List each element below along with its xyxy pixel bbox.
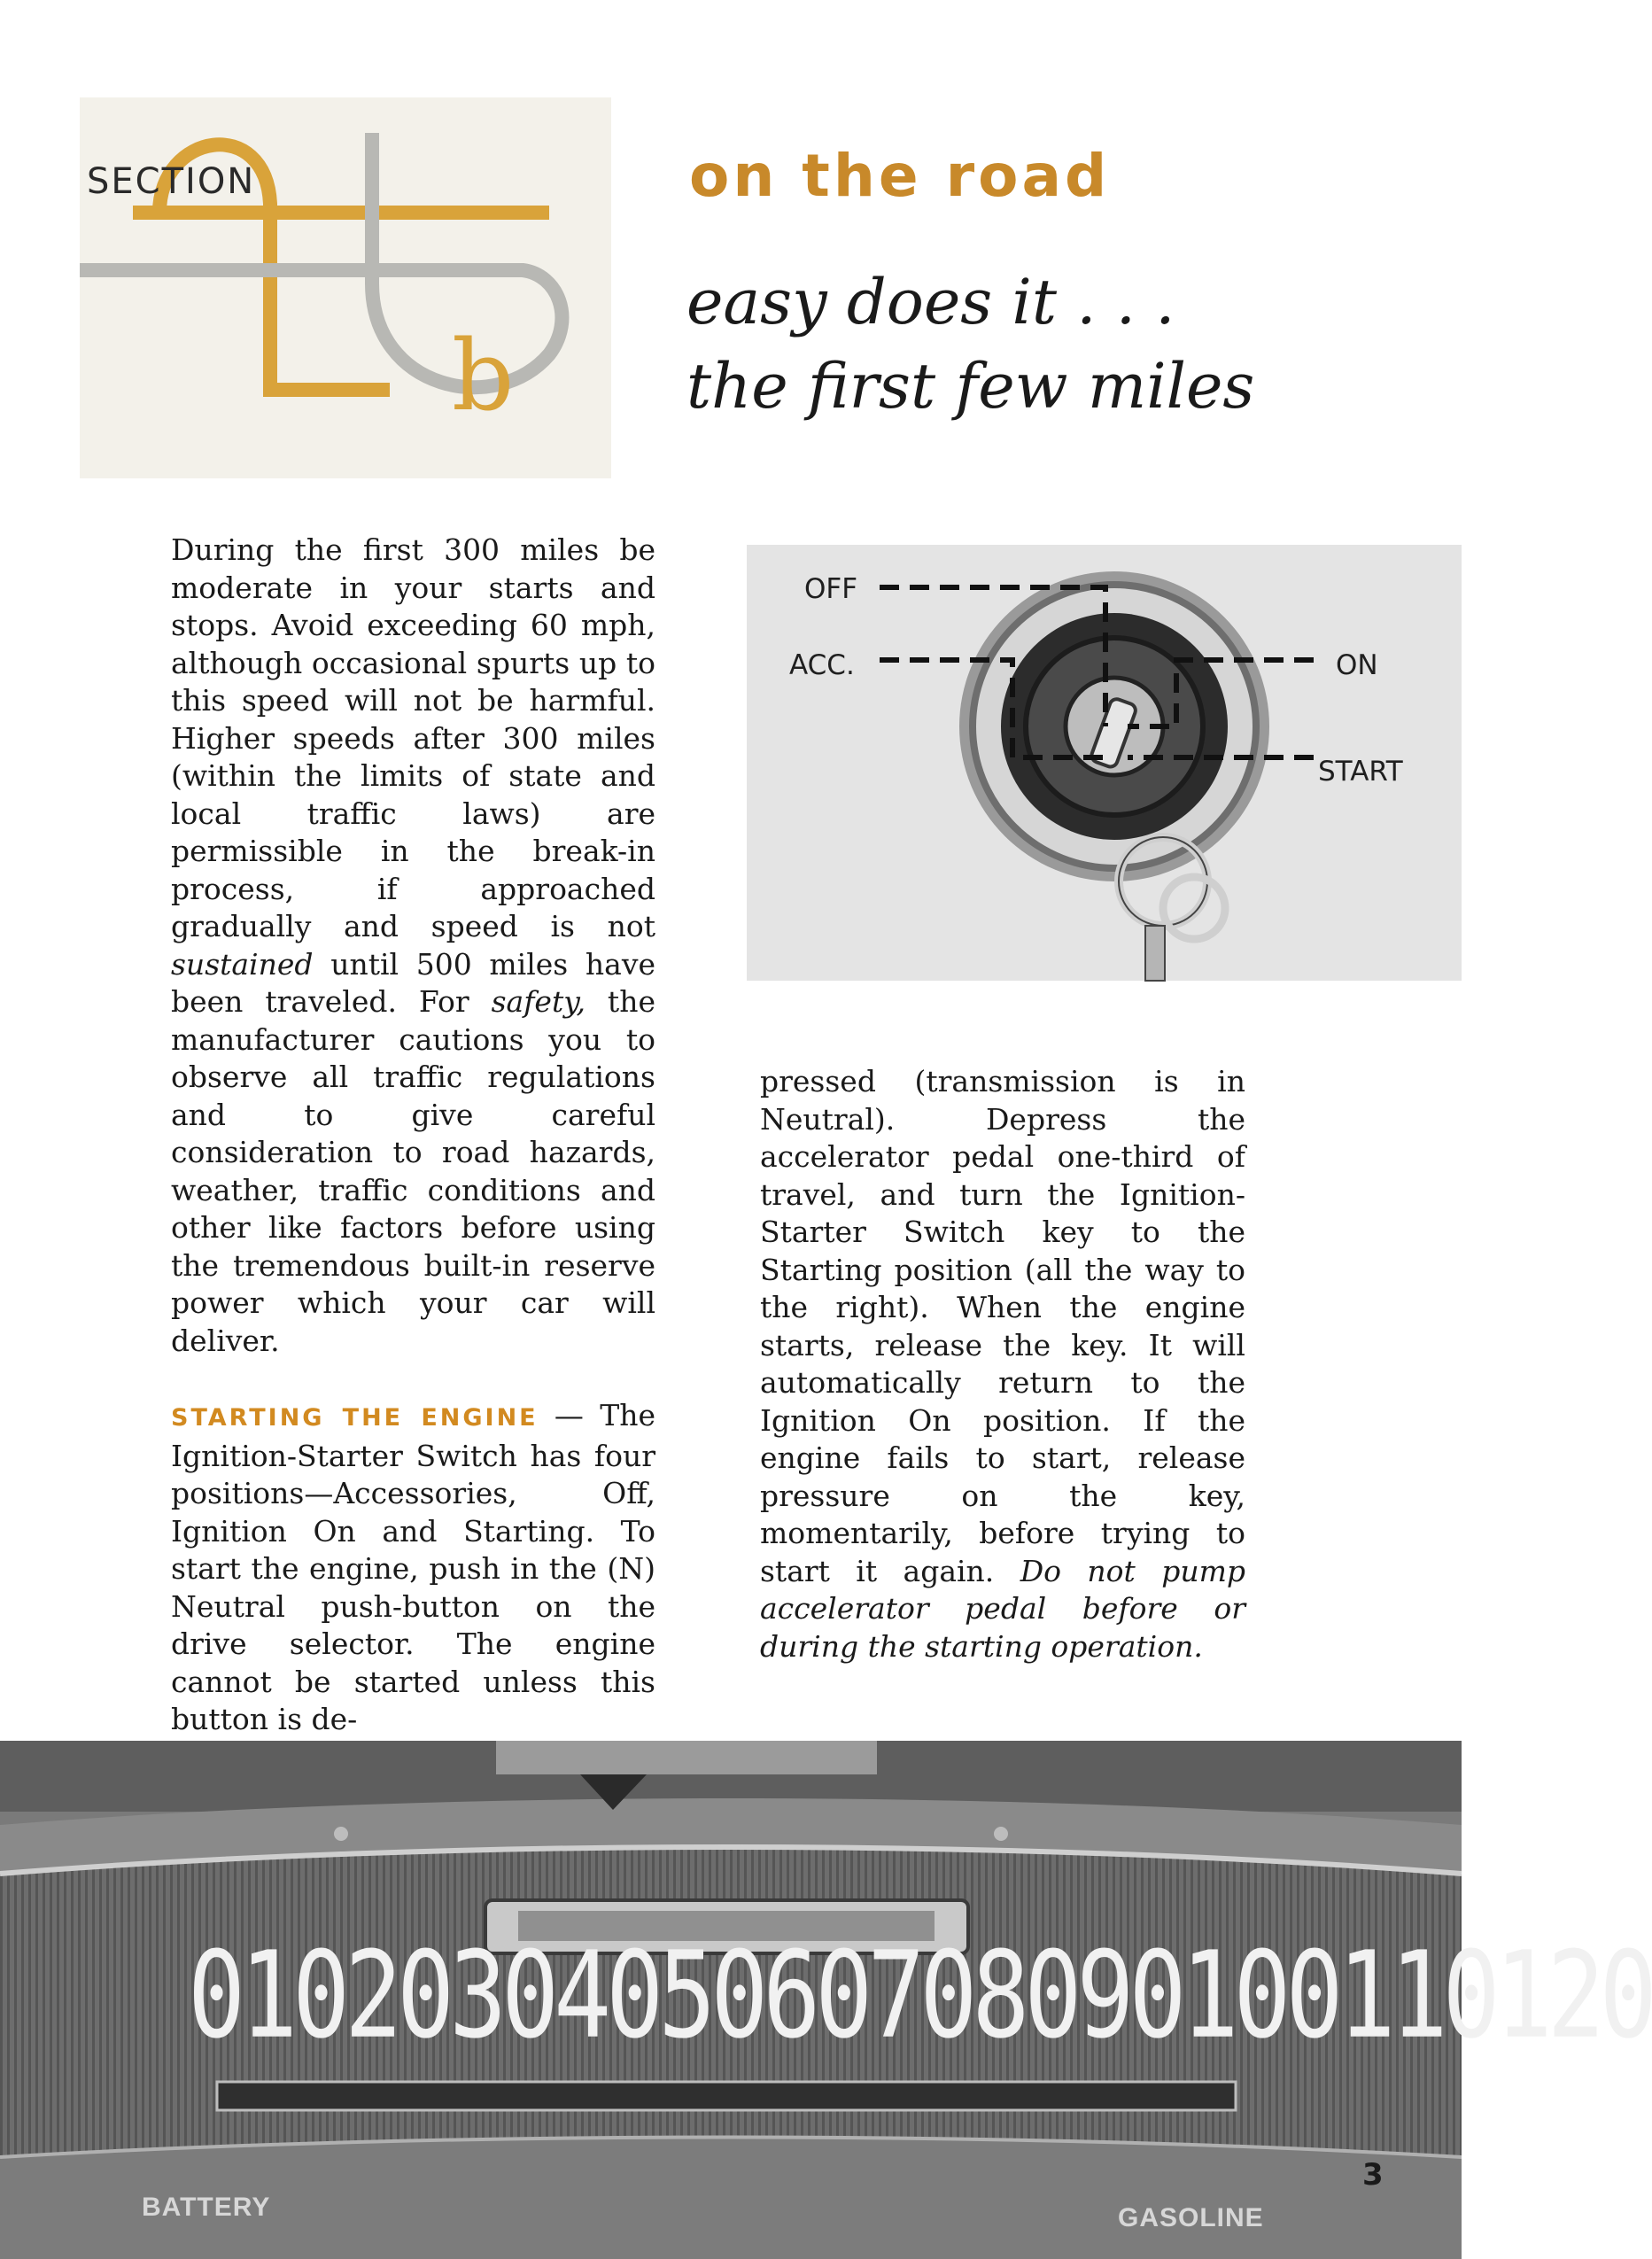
gasoline-gauge-label: GASOLINE xyxy=(1118,2203,1264,2232)
switch-label-off: OFF xyxy=(804,573,858,605)
ignition-switch-illustration xyxy=(747,545,1462,981)
section-emblem-graphic xyxy=(80,97,611,478)
section-emblem xyxy=(80,97,611,478)
speed-tick: 120 xyxy=(1494,1927,1652,2066)
right-column xyxy=(760,1063,1245,1665)
paragraph-starting: STARTING THE ENGINE — The Ignition-Starter Switch has four positions—Accessories, Off, Ignition On and Starting. To start the engine, push in the (N) Neutral push-button on the drive selector. The engine cannot be started unless this button is de- xyxy=(171,1398,656,1736)
subsection-heading: STARTING THE ENGINE xyxy=(171,1404,539,1432)
battery-gauge-label: BATTERY xyxy=(142,2193,271,2222)
subtitle-line-1: easy does it . . . xyxy=(686,266,1175,338)
speedometer-scale xyxy=(188,1927,1652,2066)
emphasis-warning: Do not pump accelerator pedal before or during the starting operation. xyxy=(760,1553,1246,1664)
speed-tick: 90 xyxy=(1076,1927,1182,2066)
emphasis-safety: safety, xyxy=(491,984,586,1019)
dashboard-photo xyxy=(0,1741,1652,2259)
paragraph-break-in: During the first 300 miles be moderate in your starts and stops. Avoid exceeding 60 mph, although occasional spurts up to this speed will not be harmful. Higher speeds after 300 miles (within the limits of state and local traffic laws) are permissible in the break-in process, if approached gradually and speed is not sustained until 500 miles have been traveled. For safety, the manufacturer cautions you to observe all traffic regulations and to give careful consideration to road hazards, weather, traffic conditions and other like factors before using the tremendous built-in reserve power which your car will deliver. xyxy=(171,532,655,1358)
paragraph-starting-continued: pressed (transmission is in Neutral). Depress the accelerator pedal one-third of travel, and turn the Ignition-Starter Switch key to the Starting position (all the way to the right). When the engine starts, release the key. It will automatically return to the Ignition On position. If the engine fails to start, release pressure on the key, momentarily, before trying to start it again. Do not pump accelerator pedal before or during the starting operation. xyxy=(760,1064,1246,1664)
left-column xyxy=(171,532,655,1739)
switch-label-acc: ACC. xyxy=(789,649,855,681)
speed-tick: 100 xyxy=(1181,1927,1338,2066)
speed-tick: 110 xyxy=(1338,1927,1495,2066)
switch-label-on: ON xyxy=(1336,649,1378,681)
page-title: on the road xyxy=(689,142,1111,210)
speed-tick: 0 xyxy=(188,1927,241,2066)
speed-tick: 10 xyxy=(240,1927,345,2066)
speed-tick: 60 xyxy=(763,1927,868,2066)
section-label: SECTION xyxy=(87,161,256,202)
speed-tick: 50 xyxy=(658,1927,764,2066)
speed-tick: 80 xyxy=(972,1927,1077,2066)
page-number: 3 xyxy=(1362,2157,1384,2193)
switch-label-start: START xyxy=(1318,756,1403,788)
speed-tick: 70 xyxy=(867,1927,973,2066)
speed-tick: 20 xyxy=(345,1927,450,2066)
speed-tick: 40 xyxy=(554,1927,659,2066)
emphasis-sustained: sustained xyxy=(171,946,314,982)
speed-tick: 30 xyxy=(449,1927,555,2066)
subtitle-line-2: the first few miles xyxy=(686,350,1255,423)
section-letter: b xyxy=(452,319,515,432)
